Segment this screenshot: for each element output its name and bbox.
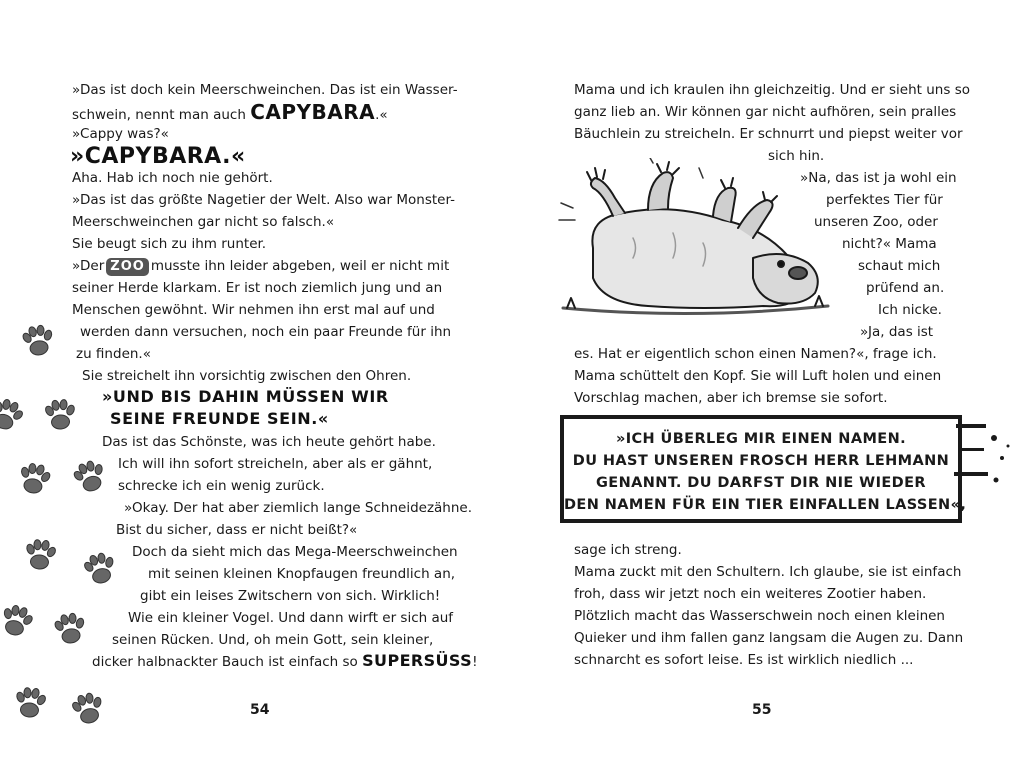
text-segment: »Der (72, 258, 105, 274)
text-line: Menschen gewöhnt. Wir nehmen ihn erst mal auf und (72, 302, 435, 318)
text-line: Quieker und ihm fallen ganz langsam die Augen zu. Dann (574, 630, 964, 646)
text-segment: dicker halbnackter Bauch ist einfach so (92, 654, 358, 670)
text-line: schaut mich (858, 258, 941, 274)
text-line: Sie beugt sich zu ihm runter. (72, 236, 267, 252)
shout-line: »UND BIS DAHIN MÜSSEN WIR (102, 387, 389, 406)
text-line: Mama und ich kraulen ihn gleichzeitig. Und er sieht uns so (574, 82, 970, 98)
shout-box-line: DEN NAMEN FÜR EIN TIER EINFALLEN LASSEN«, (564, 497, 967, 513)
text-line: schrecke ich ein wenig zurück. (118, 478, 325, 494)
text-line: »Na, das ist ja wohl ein (800, 170, 957, 186)
text-line: Das ist das Schönste, was ich heute gehört habe. (102, 434, 436, 450)
text-line: »Das ist das größte Nagetier der Welt. Also war Monster- (72, 192, 456, 208)
text-line: seinen Rücken. Und, oh mein Gott, sein kleiner, (112, 632, 434, 648)
text-line (92, 651, 477, 672)
text-line: Doch da sieht mich das Mega-Meerschweinchen (132, 544, 458, 560)
text-line: Sie streichelt ihn vorsichtig zwischen den Ohren. (82, 368, 412, 384)
capybara-word: CAPYBARA (250, 100, 376, 124)
text-segment: schwein, nennt man auch (72, 107, 246, 123)
text-line: Ich nicke. (878, 302, 942, 318)
supersuess-word: SUPERSÜSS (362, 651, 473, 670)
text-line: sage ich streng. (574, 542, 682, 558)
text-line: prüfend an. (866, 280, 945, 296)
text-line: sich hin. (768, 148, 825, 164)
text-line: Bist du sicher, dass er nicht beißt?« (116, 522, 358, 538)
text-line: Mama schüttelt den Kopf. Sie will Luft holen und einen (574, 368, 942, 384)
text-line: Meerschweinchen gar nicht so falsch.« (72, 214, 335, 230)
text-line: »Cappy was?« (72, 126, 169, 142)
text-line: werden dann versuchen, noch ein paar Freunde für ihn (80, 324, 452, 340)
text-segment: .« (375, 107, 388, 123)
page-number: 54 (250, 702, 270, 718)
text-line: mit seinen kleinen Knopfaugen freundlich an, (148, 566, 456, 582)
shout-box-line: GENANNT. DU DARFST DIR NIE WIEDER (596, 475, 926, 491)
text-line: unseren Zoo, oder (814, 214, 938, 230)
shout-box (560, 415, 967, 523)
shout-box-line: »ICH ÜBERLEG MIR EINEN NAMEN. (615, 431, 907, 447)
text-segment: musste ihn leider abgeben, weil er nicht mit (150, 258, 450, 274)
text-line (72, 102, 388, 125)
text-line: Mama zuckt mit den Schultern. Ich glaube, sie ist einfach (574, 564, 962, 580)
text-line: perfektes Tier für (826, 192, 943, 208)
ink-splash-decoration (950, 418, 1014, 498)
text-line: nicht?« Mama (842, 236, 937, 252)
text-line: Ich will ihn sofort streicheln, aber als er gähnt, (118, 456, 433, 472)
text-line: Wie ein kleiner Vogel. Und dann wirft er sich auf (128, 610, 454, 626)
text-line: »Das ist doch kein Meerschweinchen. Das ist ein Wasser- (72, 82, 458, 98)
capybara-lying-on-back-illustration (553, 158, 838, 328)
capybara-shout: »CAPYBARA.« (70, 144, 246, 169)
text-line: Aha. Hab ich noch nie gehört. (72, 170, 273, 186)
text-line: Bäuchlein zu streicheln. Er schnurrt und piepst weiter vor (574, 126, 963, 142)
left-page (0, 0, 505, 783)
text-line: ganz lieb an. Wir können gar nicht aufhören, sein pralles (574, 104, 957, 120)
text-line: zu finden.« (76, 346, 151, 362)
text-line: es. Hat er eigentlich schon einen Namen?«, frage ich. (574, 346, 937, 362)
text-line: froh, dass wir jetzt noch ein weiteres Zootier haben. (574, 586, 927, 602)
text-line: »Okay. Der hat aber ziemlich lange Schneidezähne. (124, 500, 473, 516)
text-segment: ! (472, 654, 478, 670)
text-line: »Ja, das ist (860, 324, 934, 340)
zoo-word: ZOO (106, 258, 149, 276)
paw-print-icons (0, 300, 120, 740)
text-line: schnarcht es sofort leise. Es ist wirklich niedlich ... (574, 652, 914, 668)
text-line: gibt ein leises Zwitschern von sich. Wirklich! (140, 588, 441, 604)
text-line: seiner Herde klarkam. Er ist noch ziemlich jung und an (72, 280, 443, 296)
shout-box-line: DU HAST UNSEREN FROSCH HERR LEHMANN (572, 453, 950, 469)
page-number: 55 (752, 702, 772, 718)
text-line (72, 256, 449, 276)
shout-line: SEINE FREUNDE SEIN.« (110, 409, 329, 428)
text-line: Vorschlag machen, aber ich bremse sie sofort. (574, 390, 888, 406)
text-line: Plötzlich macht das Wasserschwein noch einen kleinen (574, 608, 945, 624)
